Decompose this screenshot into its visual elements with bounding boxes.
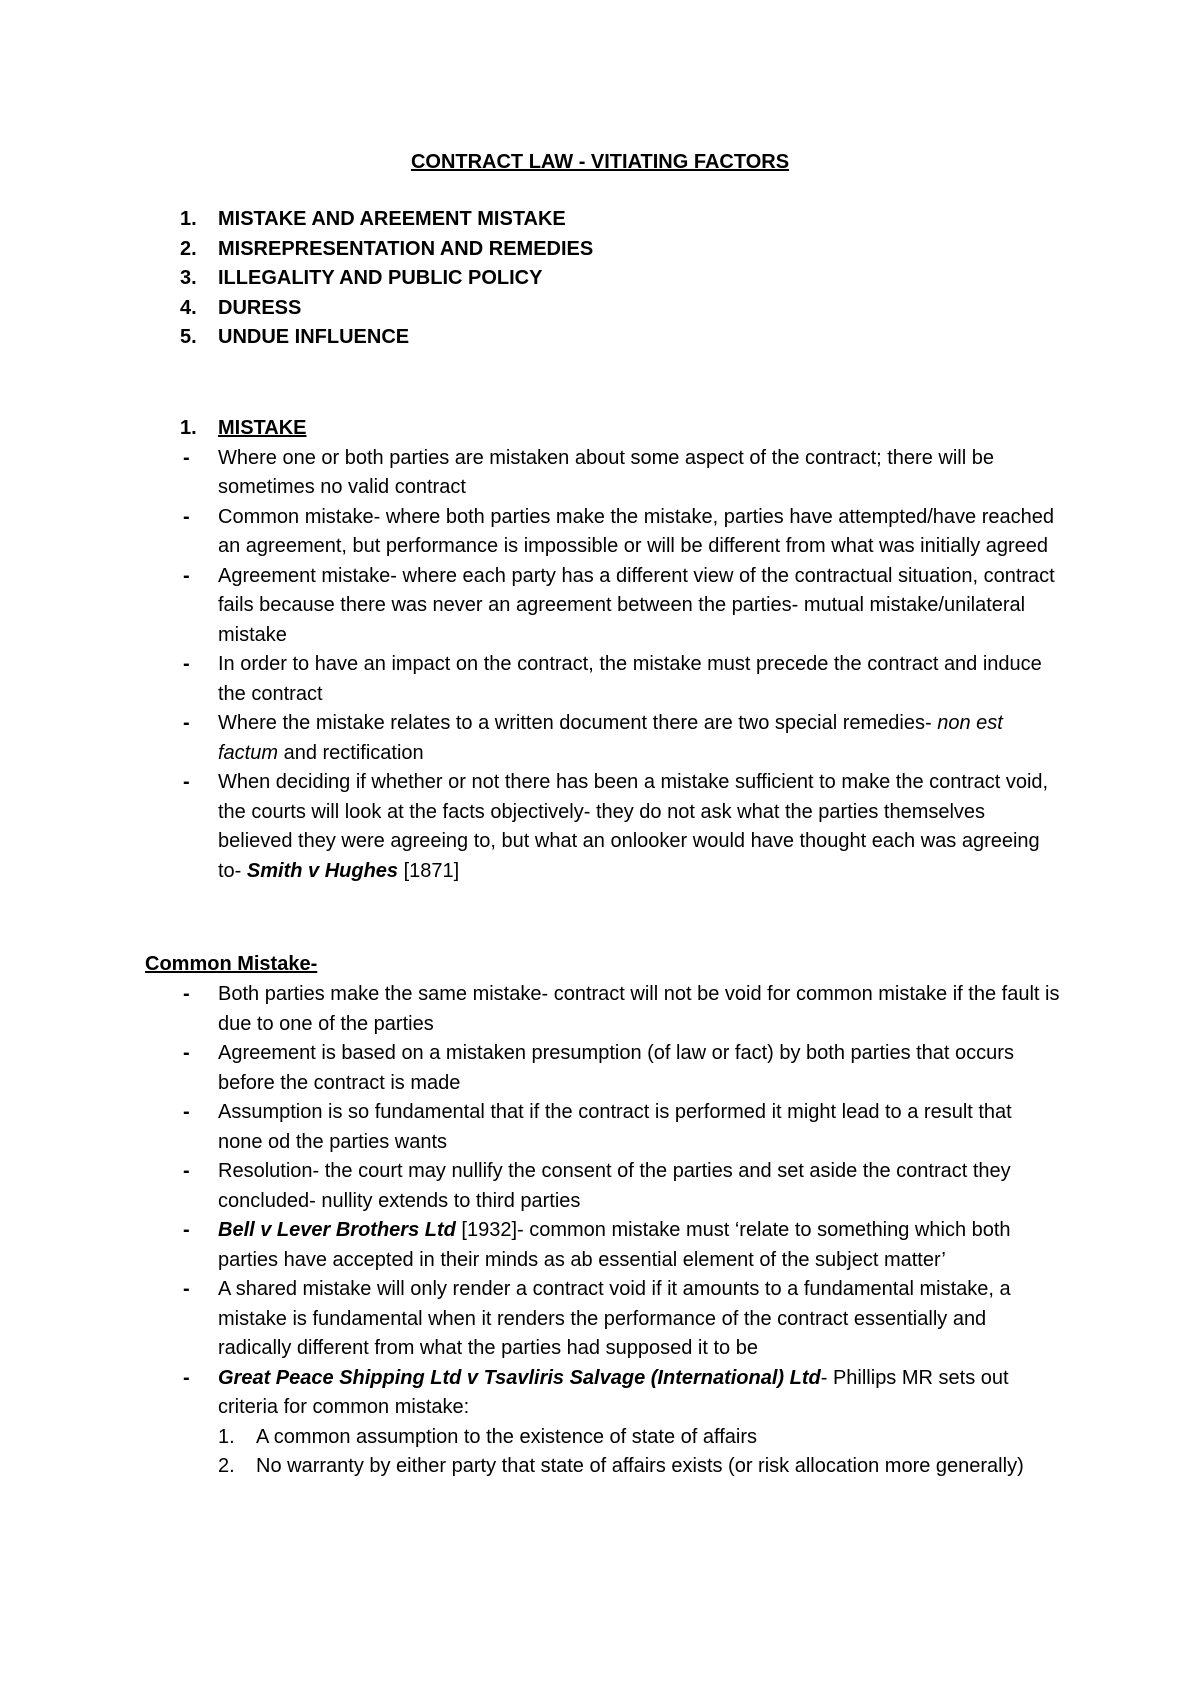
latin-term: non est factum: [218, 712, 1003, 764]
mistake-section: [180, 414, 1060, 886]
list-item: - A shared mistake will only render a contract void if it amounts to a fundamental mistake, a mistake is fundamental when it renders the performance of the contract essentially and radically different from what the parties had supposed it to be: [183, 1278, 1011, 1359]
common-mistake-bullet-list: [180, 980, 1060, 1423]
criteria-list: [180, 1423, 1060, 1482]
list-item: - Where the mistake relates to a written document there are two special remedies- non est factum and rectification: [183, 712, 1003, 764]
case-name: Great Peace Shipping Ltd v Tsavliris Salvage (International) Ltd: [218, 1366, 821, 1389]
list-item: - Agreement is based on a mistaken presumption (of law or fact) by both parties that occurs before the contract is made: [183, 1042, 1014, 1094]
case-name: Bell v Lever Brothers Ltd: [218, 1219, 456, 1241]
list-item: 1. A common assumption to the existence of state of affairs: [218, 1425, 758, 1448]
toc-item: 3. ILLEGALITY AND PUBLIC POLICY: [180, 267, 543, 289]
section-heading-mistake: 1. MISTAKE: [180, 417, 307, 439]
case-name: Smith v Hughes: [246, 859, 399, 882]
common-mistake-section: [180, 980, 1060, 1482]
list-item: - Both parties make the same mistake- contract will not be void for common mistake if the fault is due to one of the parties: [183, 983, 1060, 1035]
list-item: - Bell v Lever Brothers Ltd [1932]- common mistake must ‘relate to something which both parties have accepted in their minds as ab essential element of the subject matter’: [183, 1219, 1011, 1271]
list-item: - When deciding if whether or not there has been a mistake sufficient to make the contract void, the courts will look at the facts objectively- they do not ask what the parties themselves believed they were agreeing to, but what an onlooker would have thought each was agreeing to- Smith v Hughes [1871]: [183, 771, 1049, 882]
toc-item: 5. UNDUE INFLUENCE: [180, 326, 410, 348]
toc-item: 1. MISTAKE AND AREEMENT MISTAKE: [180, 208, 566, 230]
table-of-contents: [180, 205, 593, 353]
list-item: - Great Peace Shipping Ltd v Tsavliris Salvage (International) Ltd- Phillips MR sets out criteria for common mistake:: [183, 1366, 1009, 1418]
list-item: - Common mistake- where both parties make the mistake, parties have attempted/have reached an agreement, but performance is impossible or will be different from what was initially agreed: [183, 505, 1054, 557]
toc-item: 4. DURESS: [180, 296, 302, 319]
common-mistake-heading: Common Mistake-: [145, 953, 318, 975]
mistake-bullet-list: [180, 444, 1060, 887]
list-item: 2. No warranty by either party that state of affairs exists (or risk allocation more generally): [218, 1455, 1024, 1477]
toc-item: 2. MISREPRESENTATION AND REMEDIES: [180, 237, 594, 260]
list-item: - In order to have an impact on the contract, the mistake must precede the contract and induce the contract: [183, 653, 1042, 705]
list-item: - Where one or both parties are mistaken about some aspect of the contract; there will be sometimes no valid contract: [183, 446, 994, 498]
list-item: - Resolution- the court may nullify the consent of the parties and set aside the contract they concluded- nullity extends to third parties: [183, 1160, 1011, 1212]
list-item: - Assumption is so fundamental that if the contract is performed it might lead to a result that none od the parties wants: [183, 1101, 1012, 1153]
document-title: CONTRACT LAW - VITIATING FACTORS: [410, 151, 790, 173]
list-item: - Agreement mistake- where each party has a different view of the contractual situation, contract fails because there was never an agreement between the parties- mutual mistake/unilateral mistake: [183, 564, 1055, 646]
